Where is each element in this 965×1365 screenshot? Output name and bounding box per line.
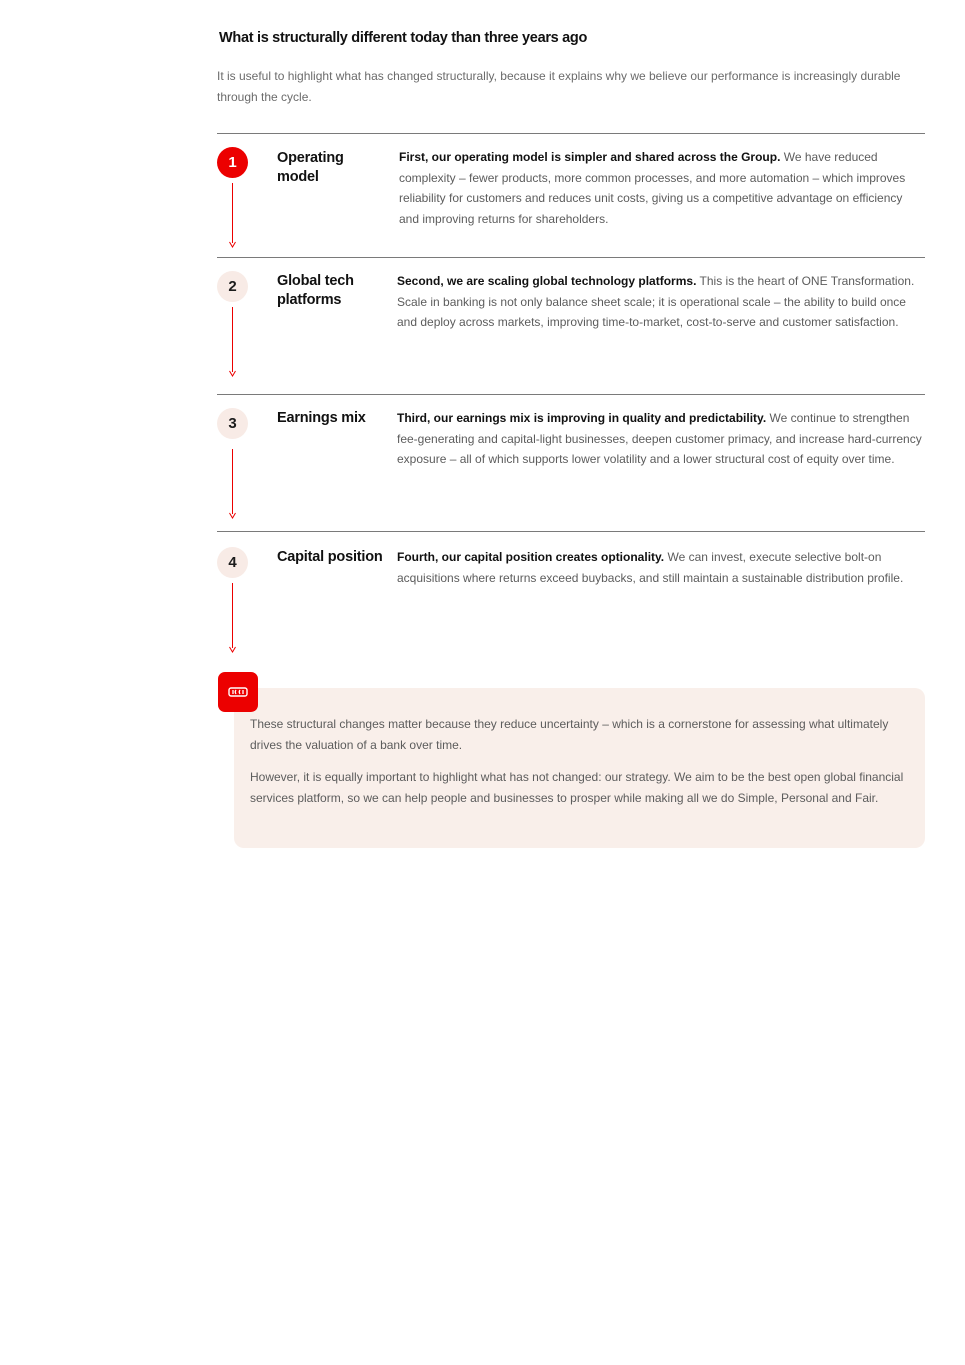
step-label-1: Operating model	[277, 150, 344, 185]
quote-badge	[218, 672, 258, 712]
arrow-down-icon	[229, 370, 236, 377]
arrow-down-icon	[229, 241, 236, 248]
step-text-4	[397, 547, 923, 588]
intro-paragraph: It is useful to highlight what has changed structurally, because it explains why we believe our performance is increasingly durable through the cycle.	[217, 69, 901, 104]
step-text-2	[397, 271, 923, 333]
step-number-2: 2	[217, 271, 248, 302]
callout-paragraph-1: These structural changes matter because they reduce uncertainty – which is a cornerstone for assessing what ultimately drives the valuation of a bank over time.	[250, 717, 889, 752]
arrow-down-icon	[229, 646, 236, 653]
step-lead-2: Second, we are scaling global technology platforms.	[397, 274, 697, 288]
step-body-4: We can invest, execute selective bolt-on acquisitions where returns exceed buybacks, and still maintain a sustainable distribution profile.	[397, 550, 904, 585]
quote-icon	[228, 686, 248, 698]
step-number-1: 1	[217, 147, 248, 178]
step-lead-3: Third, our earnings mix is improving in quality and predictability.	[397, 411, 767, 425]
callout-paragraph-2: However, it is equally important to highlight what has not changed: our strategy. We aim to be the best open global financial services platform, so we can help people and businesses to prosper while making all we do Simple, Personal and Fair.	[250, 770, 904, 805]
step-arrow-line-3	[232, 449, 233, 514]
step-number-3: 3	[217, 408, 248, 439]
step-text-1	[399, 147, 925, 229]
step-number-4: 4	[217, 547, 248, 578]
step-arrow-line-2	[232, 307, 233, 372]
step-lead-4: Fourth, our capital position creates optionality.	[397, 550, 665, 564]
step-lead-1: First, our operating model is simpler and shared across the Group.	[399, 150, 781, 164]
divider	[217, 531, 925, 532]
page-title: What is structurally different today than three years ago	[219, 30, 588, 46]
step-text-3	[397, 408, 923, 470]
step-label-3: Earnings mix	[277, 410, 366, 426]
step-label-2: Global tech platforms	[277, 273, 354, 308]
step-arrow-line-1	[232, 183, 233, 243]
step-body-3: We continue to strengthen fee-generating and capital-light businesses, deepen customer primacy, and increase hard-currency exposure – all of which supports lower volatility and a lower structural cost of equity over time.	[397, 411, 922, 466]
step-arrow-line-4	[232, 583, 233, 648]
step-body-2: This is the heart of ONE Transformation. Scale in banking is not only balance sheet scale; it is operational scale – the ability to build once and deploy across markets, improving time-to-market, cost-to-serve and customer satisfaction.	[397, 274, 915, 329]
step-body-1: We have reduced complexity – fewer products, more common processes, and more automation – which improves reliability for customers and reduces unit costs, giving us a competitive advantage on efficiency and improving returns for shareholders.	[399, 150, 906, 226]
divider	[217, 257, 925, 258]
step-label-4: Capital position	[277, 549, 383, 565]
divider	[217, 394, 925, 395]
arrow-down-icon	[229, 512, 236, 519]
divider	[217, 133, 925, 134]
